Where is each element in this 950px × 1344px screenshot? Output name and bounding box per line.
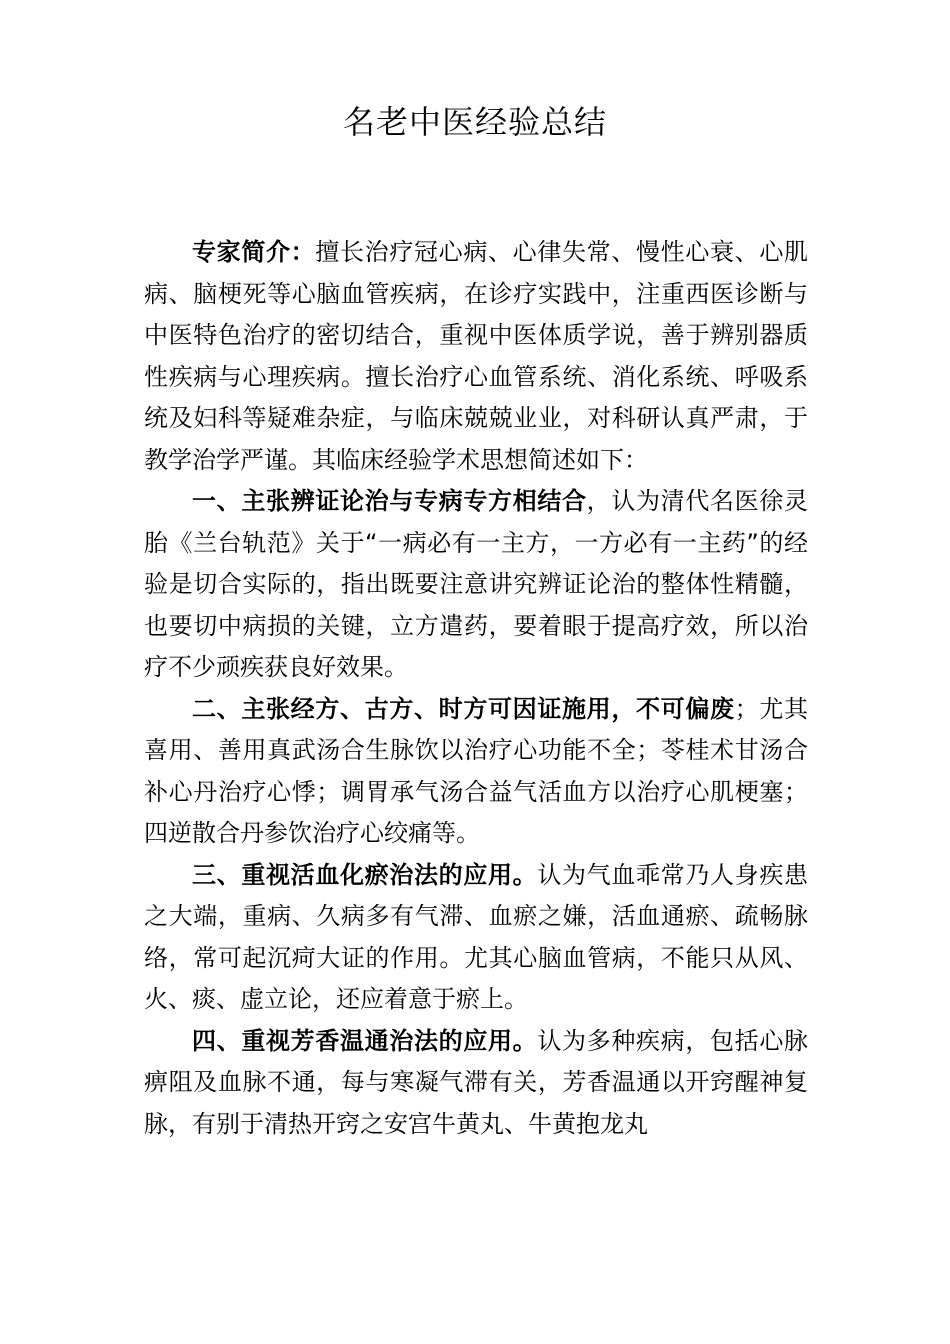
paragraph-point-1	[144, 481, 808, 689]
document-title: 名老中医经验总结	[342, 103, 607, 141]
paragraph-lead: 一、主张辨证论治与专病专方相结合	[192, 487, 587, 515]
paragraph-text: 擅长治疗冠心病、心律失常、慢性心衰、心肌病、脑梗死等心脑血管疾病，在诊疗实践中，注重西医诊断与中医特色治疗的密切结合，重视中医体质学说，善于辨别器质性疾病与心理疾病。擅长治疗心血管系统、消化系统、呼吸系统及妇科等疑难杂症，与临床兢兢业业，对科研认真严肃，于教学治学严谨。其临床经验学术思想简述如下：	[144, 238, 809, 474]
paragraph-text: 认为多种疾病，包括心脉痹阻及血脉不通，每与寒凝气滞有关，芳香温通以开窍醒神复脉，有别于清热开窍之安宫牛黄丸、牛黄抱龙丸	[144, 1026, 809, 1138]
paragraph-point-2	[144, 689, 808, 855]
paragraph-point-4	[144, 1021, 808, 1146]
paragraph-lead: 专家简介：	[192, 238, 316, 266]
paragraph-lead: 二、主张经方、古方、时方可因证施用，不可偏废	[192, 694, 735, 723]
paragraph-text: ，认为清代名医徐灵胎《兰台轨范》关于“一病必有一主方，一方必有一主药”的经验是切合实际的，指出既要注意讲究辨证论治的整体性精髓，也要切中病损的关键，立方遣药，要着眼于提高疗效，所以治疗不少顽疾获良好效果。	[144, 487, 809, 681]
document-body	[144, 232, 808, 1145]
paragraph-lead: 四、重视芳香温通治法的应用。	[192, 1026, 538, 1055]
paragraph-point-3	[144, 855, 808, 1021]
paragraph-expert-intro	[144, 232, 808, 481]
paragraph-text: 认为气血乖常乃人身疾患之大端，重病、久病多有气滞、血瘀之嫌，活血通瘀、疏畅脉络，常可起沉疴大证的作用。尤其心脑血管病，不能只从风、火、痰、虚立论，还应着意于瘀上。	[144, 860, 809, 1013]
paragraph-text: ；尤其喜用、善用真武汤合生脉饮以治疗心功能不全；苓桂术甘汤合补心丹治疗心悸；调胃承气汤合益气活血方以治疗心肌梗塞；四逆散合丹参饮治疗心绞痛等。	[144, 694, 809, 847]
paragraph-lead: 三、重视活血化瘀治法的应用。	[192, 860, 538, 889]
